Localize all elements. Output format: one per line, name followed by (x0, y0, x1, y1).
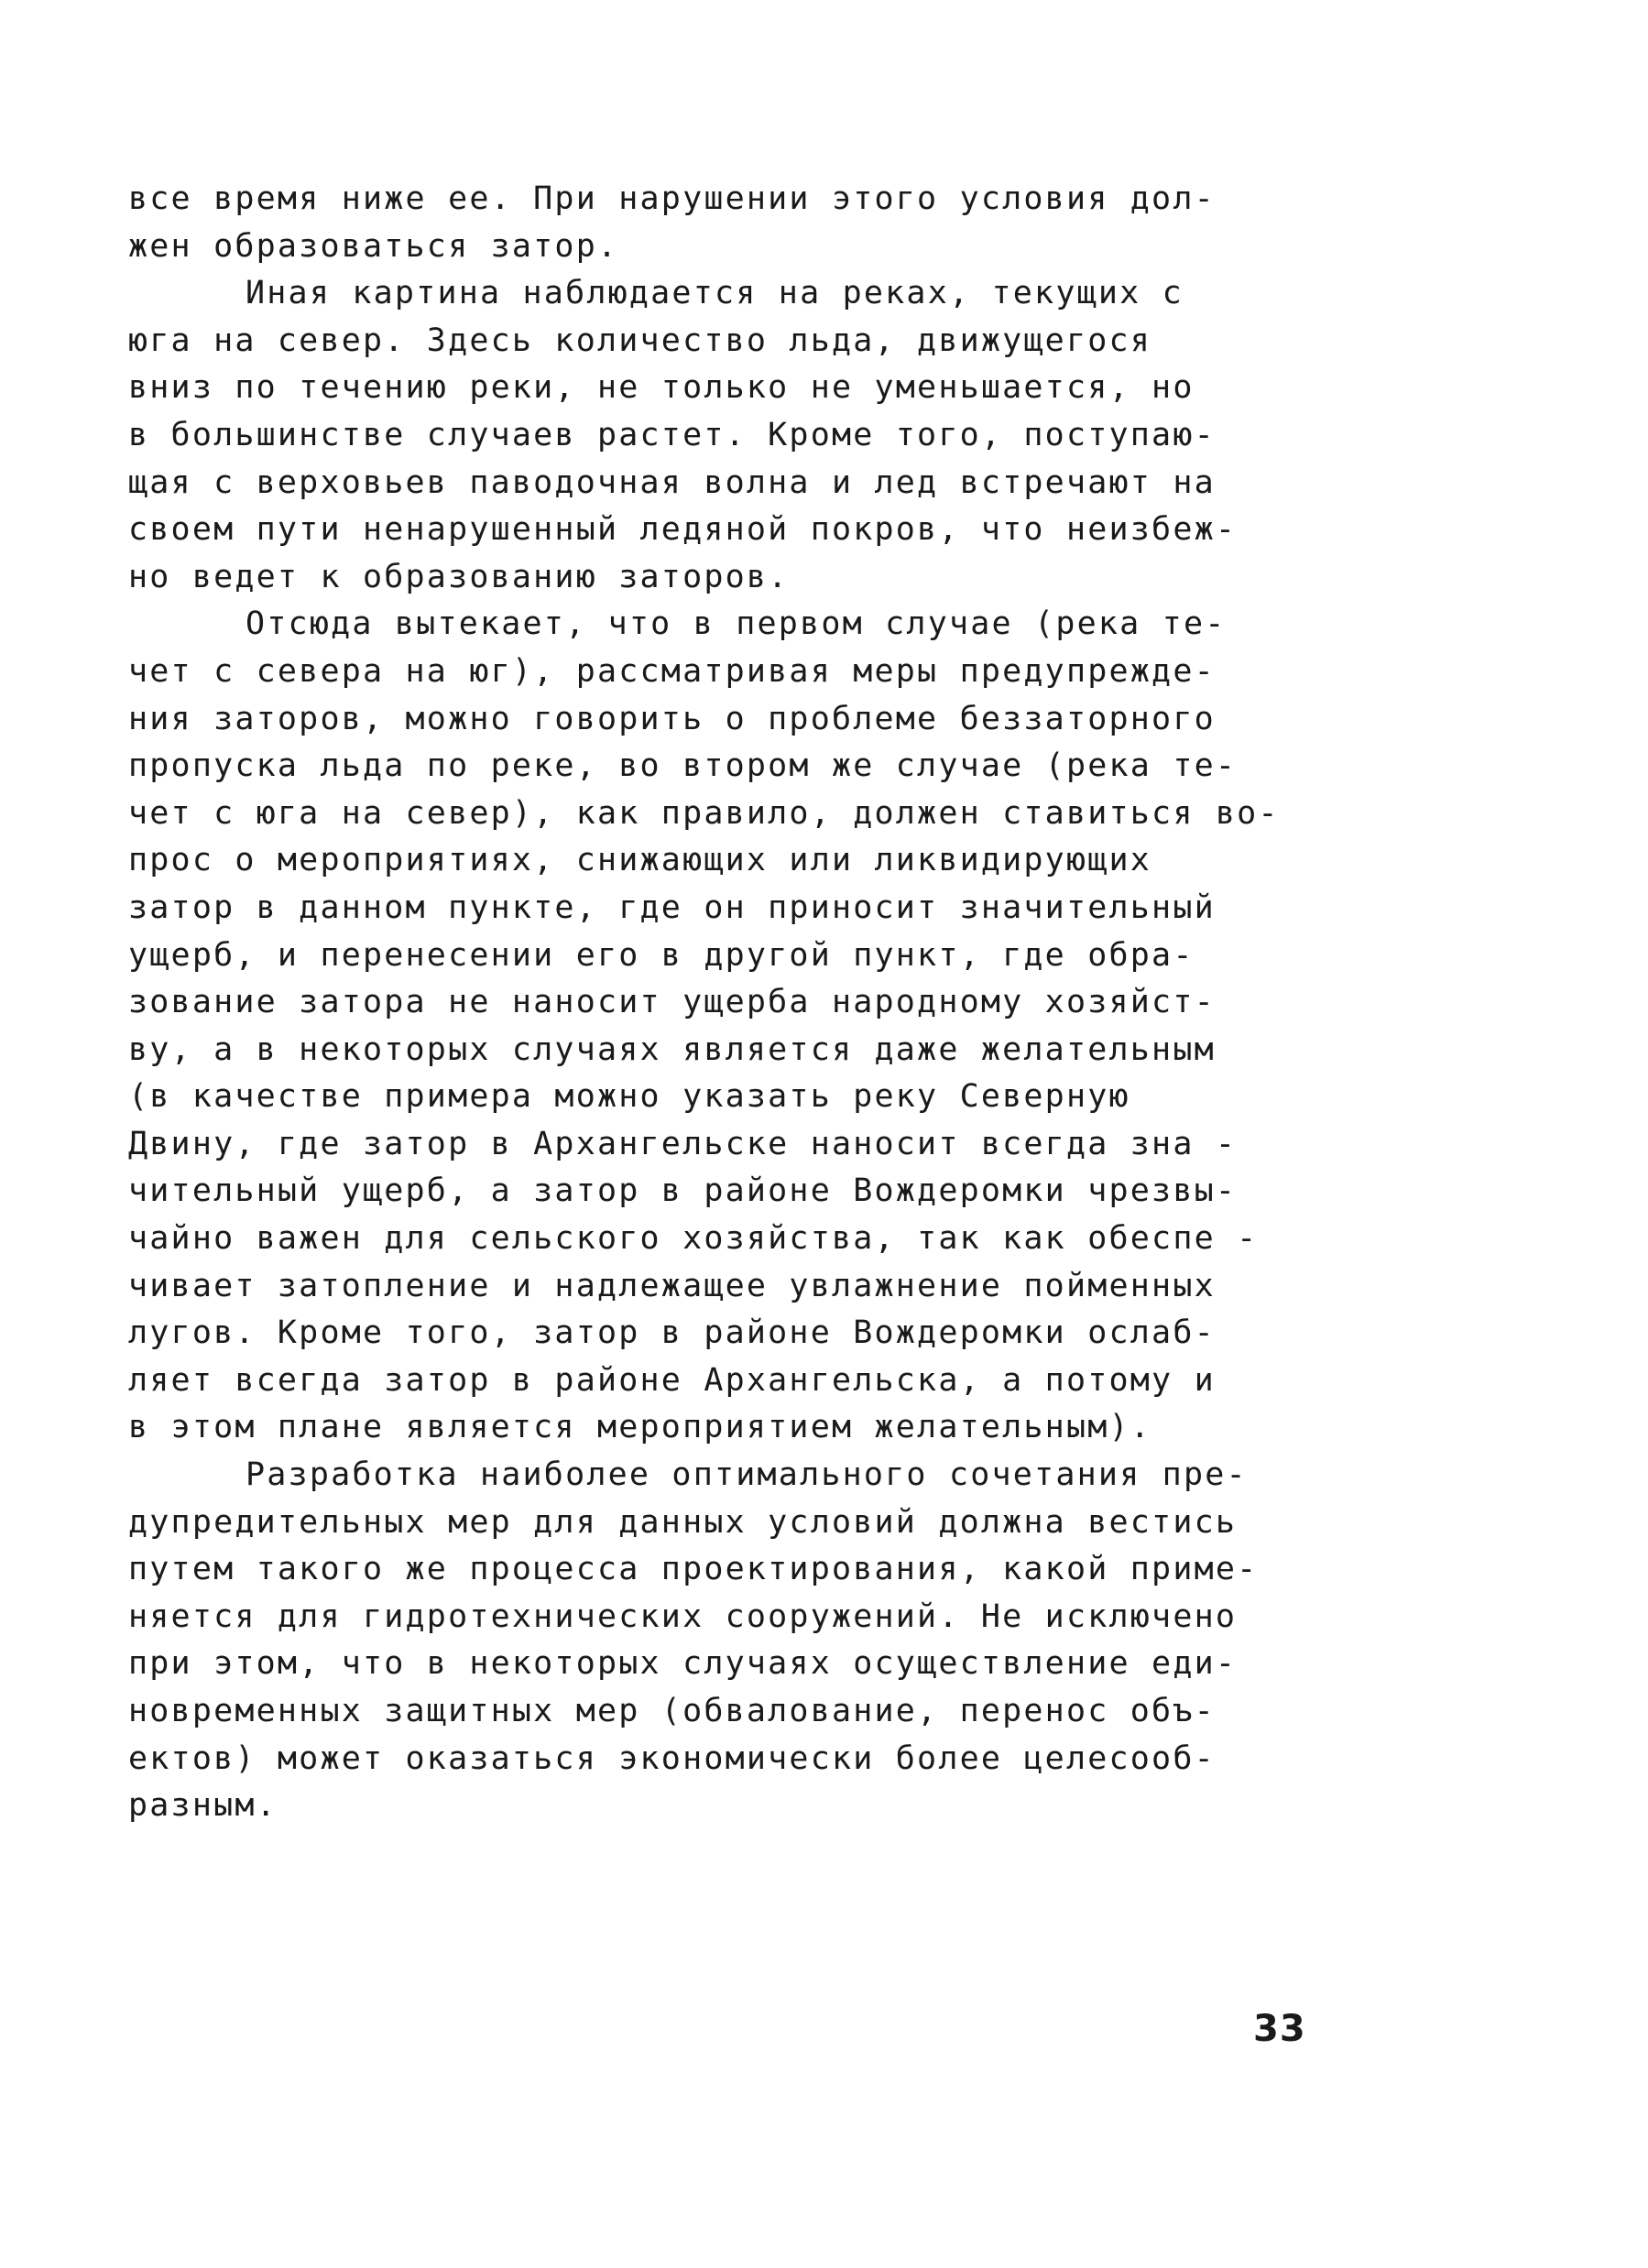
body-text (128, 176, 1356, 1830)
text-line: разным. (128, 1787, 278, 1825)
paragraph-start-line: Разработка наиболее оптимального сочетания пре- (246, 1456, 1248, 1494)
text-line: Двину, где затор в Архангельске наносит всегда зна - (128, 1125, 1238, 1162)
text-line: зование затора не наносит ущерба народному хозяйст- (128, 984, 1216, 1021)
text-line: своем пути ненарушенный ледяной покров, что неизбеж- (128, 511, 1238, 549)
text-line: чительный ущерб, а затор в районе Вождеромки чрезвы- (128, 1172, 1238, 1210)
text-line: юга на север. Здесь количество льда, движущегося (128, 322, 1152, 359)
text-line: но ведет к образованию заторов. (128, 558, 790, 595)
paragraph-start-line: Иная картина наблюдается на реках, текущих с (246, 275, 1184, 312)
text-line: вниз по течению реки, не только не уменьшается, но (128, 369, 1195, 407)
text-line: в большинстве случаев растет. Кроме того, поступаю- (128, 416, 1216, 453)
text-line: дупредительных мер для данных условий должна вестись (128, 1503, 1238, 1541)
text-line: прос о мероприятиях, снижающих или ликвидирующих (128, 842, 1152, 879)
paragraph-start-line: Отсюда вытекает, что в первом случае (река те- (246, 605, 1227, 643)
text-line: путем такого же процесса проектирования, какой приме- (128, 1551, 1259, 1588)
page-number: 33 (1253, 2008, 1306, 2050)
text-line: новременных защитных мер (обвалование, перенос объ- (128, 1693, 1216, 1729)
text-line: затор в данном пункте, где он приносит значительный (128, 889, 1216, 926)
text-line: жен образоваться затор. (128, 227, 619, 265)
text-line: пропуска льда по реке, во втором же случае (река те- (128, 747, 1238, 785)
text-line: все время ниже ее. При нарушении этого условия дол- (128, 180, 1216, 217)
text-line: чет с юга на север), как правило, должен ставиться во- (128, 794, 1280, 832)
text-line: ляет всегда затор в районе Архангельска, а потому и (128, 1361, 1216, 1399)
text-line: чивает затопление и надлежащее увлажнение пойменных (128, 1267, 1216, 1304)
text-line: ектов) может оказаться экономически более целесооб- (128, 1739, 1216, 1777)
text-line: щая с верховьев паводочная волна и лед встречают на (128, 463, 1216, 501)
text-line: ву, а в некоторых случаях является даже желательным (128, 1030, 1216, 1068)
text-line: ущерб, и перенесении его в другой пункт, где обра- (128, 936, 1195, 974)
text-line: лугов. Кроме того, затор в районе Вождеромки ослаб- (128, 1314, 1216, 1352)
text-line: (в качестве примера можно указать реку Северную (128, 1078, 1130, 1116)
text-line: чет с севера на юг), рассматривая меры предупрежде- (128, 652, 1216, 690)
text-line: чайно важен для сельского хозяйства, так как обеспе - (128, 1220, 1259, 1258)
text-line: ния заторов, можно говорить о проблеме беззаторного (128, 700, 1216, 737)
text-line: няется для гидротехнических сооружений. Не исключено (128, 1597, 1238, 1635)
text-line: в этом плане является мероприятием желательным). (128, 1409, 1152, 1446)
text-line: при этом, что в некоторых случаях осуществление еди- (128, 1645, 1238, 1683)
